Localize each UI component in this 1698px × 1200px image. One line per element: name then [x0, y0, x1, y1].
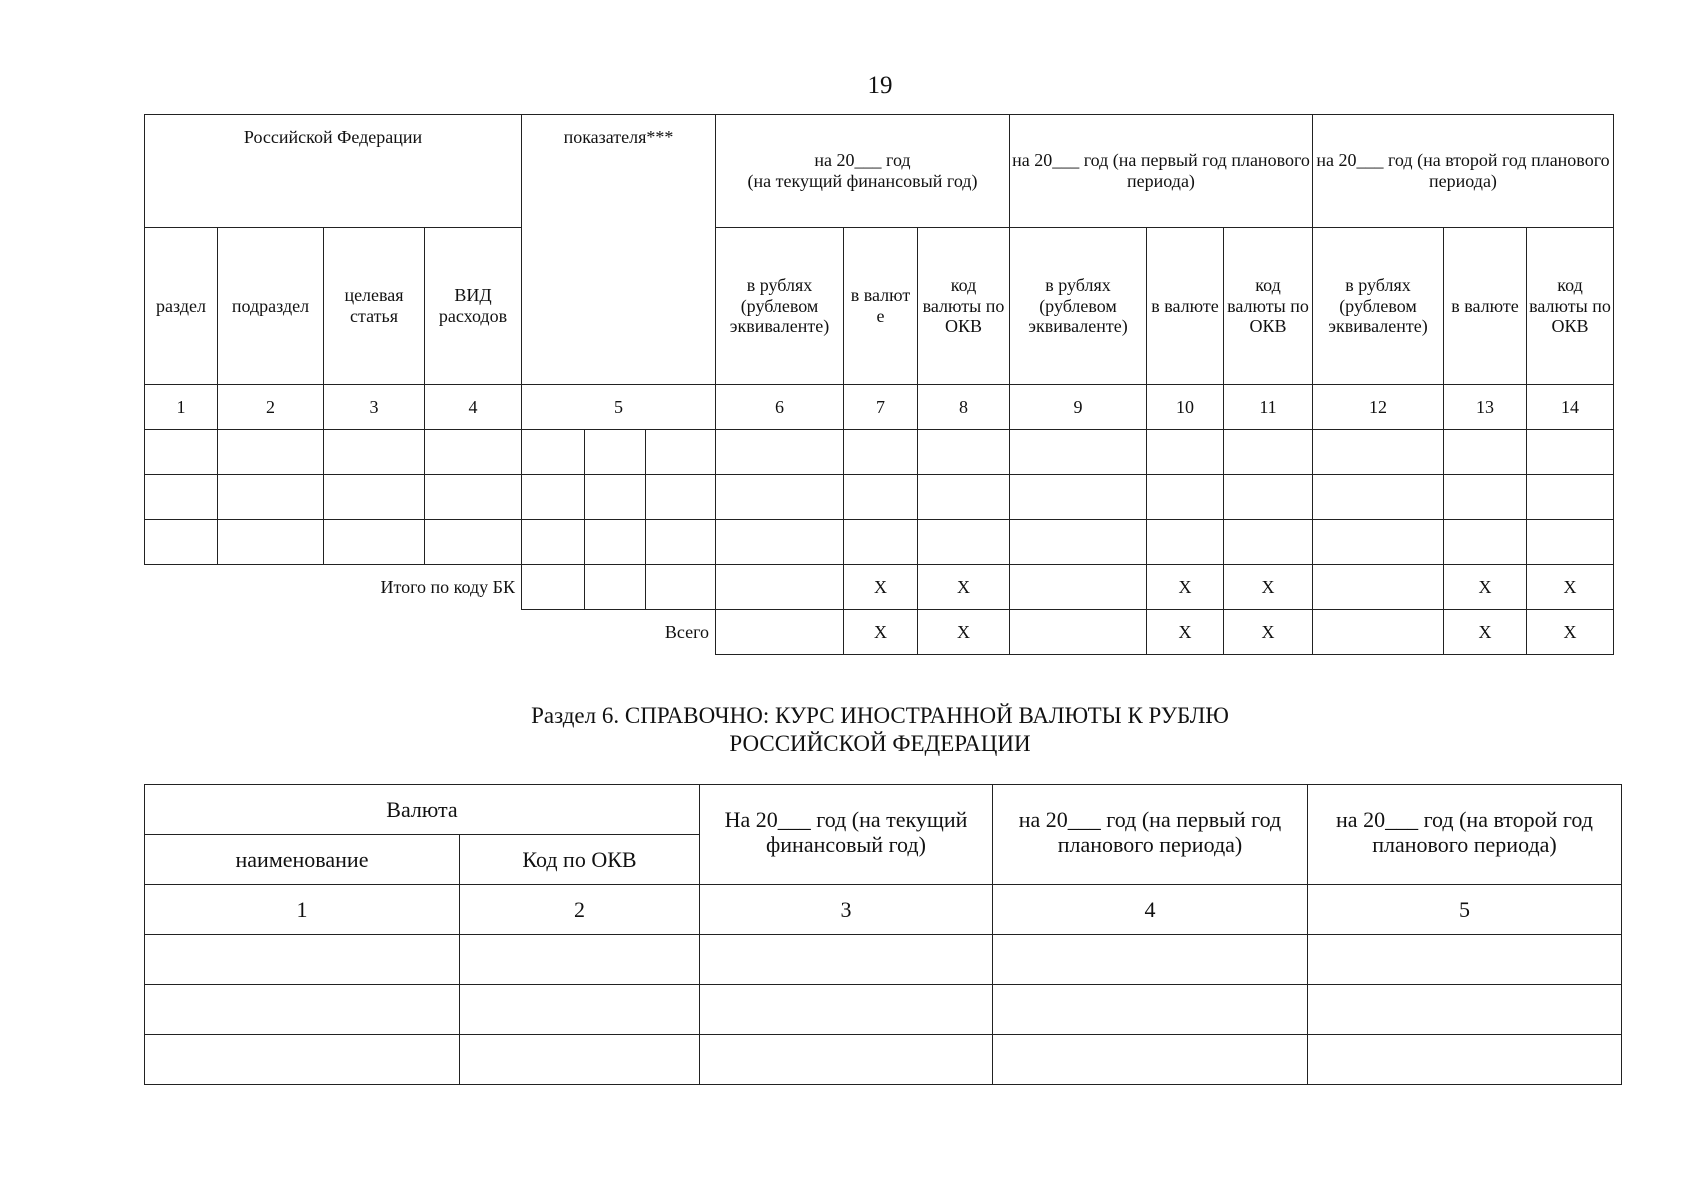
cell: [844, 520, 918, 565]
col-num: 4: [425, 385, 522, 430]
x-mark: Х: [1147, 610, 1224, 655]
table-row: [145, 935, 1622, 985]
cell: [1308, 985, 1622, 1035]
budget-table: [144, 114, 1614, 655]
table-row: [145, 520, 1614, 565]
header-okv-code: Код по ОКВ: [460, 835, 700, 885]
col-num: 13: [1444, 385, 1527, 430]
cell: [460, 985, 700, 1035]
cell: [1313, 430, 1444, 475]
cell: [1313, 520, 1444, 565]
header-currency-3: в валюте: [1444, 228, 1527, 385]
cell: [716, 430, 844, 475]
cell: [646, 520, 716, 565]
col-num: 2: [460, 885, 700, 935]
x-mark: Х: [1444, 565, 1527, 610]
cell: [218, 475, 324, 520]
cell: [1147, 475, 1224, 520]
table-row: [145, 1035, 1622, 1085]
header-rub-2: в рублях (рублевом эквиваленте): [1010, 228, 1147, 385]
cell: [1224, 520, 1313, 565]
x-mark: Х: [1224, 565, 1313, 610]
header-first-plan-year: на 20___ год (на первый год планового периода): [1010, 115, 1313, 228]
x-mark: Х: [918, 565, 1010, 610]
cell: [716, 565, 844, 610]
cell: [918, 520, 1010, 565]
cell: [460, 1035, 700, 1085]
col-num: 6: [716, 385, 844, 430]
col-num: 3: [324, 385, 425, 430]
cell: [716, 610, 844, 655]
header-target-article: целевая статья: [324, 228, 425, 385]
cell: [145, 1035, 460, 1085]
cell: [1308, 1035, 1622, 1085]
cell: [1147, 520, 1224, 565]
cell: [585, 520, 646, 565]
col-num: 9: [1010, 385, 1147, 430]
cell: [1224, 475, 1313, 520]
table-row: [145, 430, 1614, 475]
col-num: 14: [1527, 385, 1614, 430]
cell: [844, 430, 918, 475]
header-budget-classification: Российской Федерации: [145, 115, 522, 228]
x-mark: Х: [1527, 565, 1614, 610]
cell: [585, 475, 646, 520]
total-all-label: Всего: [522, 610, 716, 655]
cell: [1527, 520, 1614, 565]
col-num: 8: [918, 385, 1010, 430]
cell: [145, 935, 460, 985]
cell: [1224, 430, 1313, 475]
cell: [522, 475, 585, 520]
cell: [425, 520, 522, 565]
col-num: 4: [993, 885, 1308, 935]
header-second-plan-year: на 20___ год (на второй год планового периода): [1308, 785, 1622, 885]
header-current-year: на 20___ год (на текущий финансовый год): [716, 115, 1010, 228]
cell: [522, 430, 585, 475]
col-num: 1: [145, 885, 460, 935]
header-rub-1: в рублях (рублевом эквиваленте): [716, 228, 844, 385]
header-second-plan-year: на 20___ год (на второй год планового периода): [1313, 115, 1614, 228]
column-number-row: [145, 385, 1614, 430]
col-num: 3: [700, 885, 993, 935]
header-subsection: подраздел: [218, 228, 324, 385]
x-mark: Х: [844, 565, 918, 610]
cell: [993, 935, 1308, 985]
header-rub-3: в рублях (рублевом эквиваленте): [1313, 228, 1444, 385]
cell: [460, 935, 700, 985]
table-row: [145, 475, 1614, 520]
col-num: 12: [1313, 385, 1444, 430]
cell: [218, 520, 324, 565]
cell: [145, 475, 218, 520]
cell: [1010, 610, 1147, 655]
page-number: 19: [867, 72, 893, 99]
header-code-1: код валюты по ОКВ: [918, 228, 1010, 385]
cell: [1527, 475, 1614, 520]
currency-rate-table: [144, 784, 1622, 1085]
cell: [585, 565, 646, 610]
total-bk-label: Итого по коду БК: [145, 565, 522, 610]
cell: [522, 520, 585, 565]
cell: [993, 1035, 1308, 1085]
col-num: 1: [145, 385, 218, 430]
col-num: 10: [1147, 385, 1224, 430]
x-mark: Х: [1527, 610, 1614, 655]
cell: [646, 565, 716, 610]
cell: [716, 475, 844, 520]
cell: [1313, 610, 1444, 655]
header-current-year: На 20___ год (на текущий финансовый год): [700, 785, 993, 885]
col-num: 11: [1224, 385, 1313, 430]
cell: [145, 430, 218, 475]
table-row: [145, 985, 1622, 1035]
cell: [1010, 475, 1147, 520]
header-currency-2: в валюте: [1147, 228, 1224, 385]
cell: [1444, 520, 1527, 565]
cell: [425, 430, 522, 475]
cell: [1010, 430, 1147, 475]
cell: [646, 430, 716, 475]
cell: [324, 520, 425, 565]
cell: [1313, 475, 1444, 520]
header-name: наименование: [145, 835, 460, 885]
header-code-2: код валюты по ОКВ: [1224, 228, 1313, 385]
header-currency: Валюта: [145, 785, 700, 835]
header-first-plan-year: на 20___ год (на первый год планового периода): [993, 785, 1308, 885]
cell: [1527, 430, 1614, 475]
section-6-title-line1: Раздел 6. СПРАВОЧНО: КУРС ИНОСТРАННОЙ ВАЛЮТЫ К РУБЛЮ: [531, 703, 1229, 728]
cell: [716, 520, 844, 565]
cell: [145, 520, 218, 565]
col-num: 5: [1308, 885, 1622, 935]
spacer: [145, 610, 522, 655]
x-mark: Х: [844, 610, 918, 655]
cell: [145, 985, 460, 1035]
cell: [918, 430, 1010, 475]
cell: [1444, 430, 1527, 475]
cell: [1444, 475, 1527, 520]
cell: [993, 985, 1308, 1035]
section-6-title: [0, 702, 1698, 758]
cell: [425, 475, 522, 520]
col-num: 5: [522, 385, 716, 430]
col-num: 2: [218, 385, 324, 430]
total-all-row: [145, 610, 1614, 655]
cell: [646, 475, 716, 520]
cell: [585, 430, 646, 475]
section-6-title-line2: РОССИЙСКОЙ ФЕДЕРАЦИИ: [729, 731, 1031, 756]
cell: [1010, 520, 1147, 565]
cell: [1147, 430, 1224, 475]
header-indicator: показателя***: [522, 115, 716, 385]
header-code-3: код валюты по ОКВ: [1527, 228, 1614, 385]
cell: [324, 430, 425, 475]
header-expense-type: ВИД расходов: [425, 228, 522, 385]
cell: [218, 430, 324, 475]
cell: [1313, 565, 1444, 610]
cell: [522, 565, 585, 610]
column-number-row: [145, 885, 1622, 935]
cell: [1308, 935, 1622, 985]
total-bk-row: [145, 565, 1614, 610]
cell: [700, 985, 993, 1035]
cell: [844, 475, 918, 520]
cell: [1010, 565, 1147, 610]
header-currency-1: в валют е: [844, 228, 918, 385]
cell: [918, 475, 1010, 520]
header-section: раздел: [145, 228, 218, 385]
cell: [324, 475, 425, 520]
col-num: 7: [844, 385, 918, 430]
x-mark: Х: [1444, 610, 1527, 655]
x-mark: Х: [1147, 565, 1224, 610]
x-mark: Х: [918, 610, 1010, 655]
x-mark: Х: [1224, 610, 1313, 655]
cell: [700, 1035, 993, 1085]
cell: [700, 935, 993, 985]
